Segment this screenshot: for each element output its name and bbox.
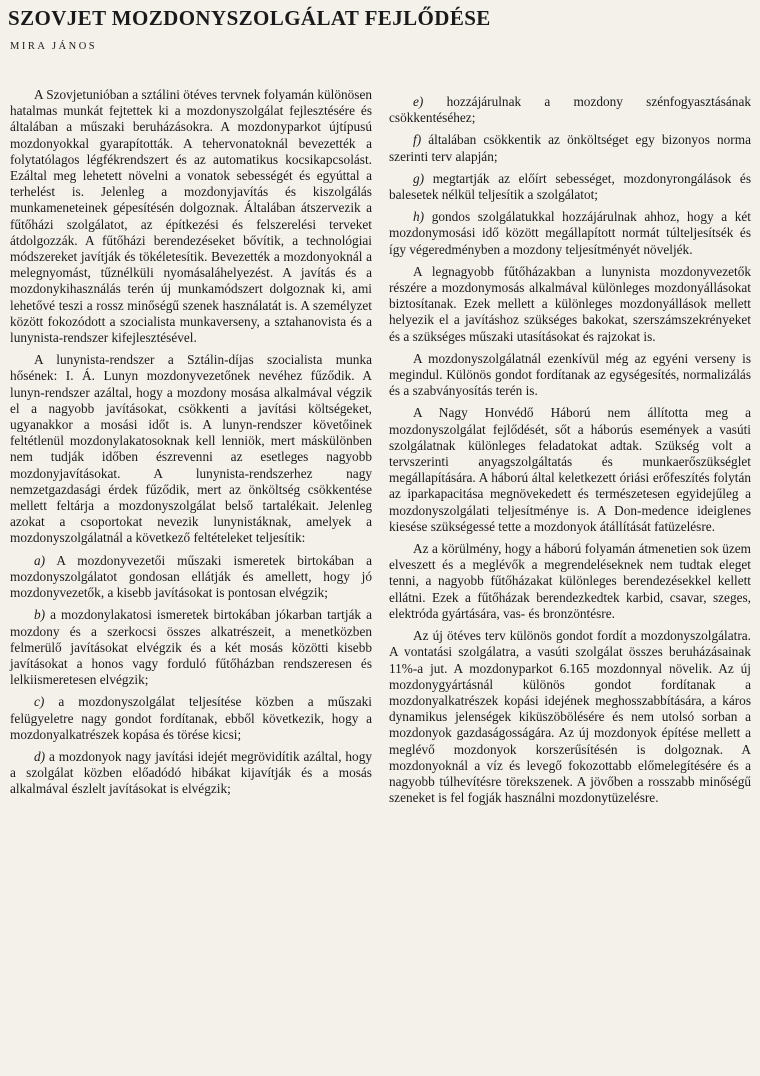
paragraph-text: megtartják az előírt sebességet, mozdonyrongálások és balesetek nélkül teljesítik a szolgálatot;: [389, 170, 751, 203]
paragraph-text: A Szovjetunióban a sztálini ötéves tervnek folyamán különösen hatalmas munkát fejtettek ki a mozdonyszolgálat fejlesztésére és általában a műszaki beruházásokra. A mozdonyparkot újtípusú mozdonyokkal gyarapították. A tehervonatoknál bevezették a folytatólagos légfékrendszert és az automatikus kocsikapcsolást. Ezáltal meg lehetett növelni a vonatok sebességét és egyúttal a terhelést is. Jelenleg a mozdonyjavítás és kiszolgálás munkameneteinek gépesítésén dolgoznak. Általában átszervezik a fűtőházi szolgálatot, az építkezési és felszerelési terveket átdolgozzák. A fűtőházi berendezéseket bővítik, a technológiai módszereket javítják és tökéletesítik. Bevezették a mozdonyoknál a melegnyomást, tűznélküli nyomásaláhelyezést. A javítás és a mozdonykihasználás terén új munkamódszert dolgoznak ki, ami lehetővé teszi a rossz minőségű szenek használatát is. A személyzet között fokozódott a szocialista munkaverseny, a sztahanovista és a lunynista-rendszer kifejlesztésével.: [10, 87, 372, 346]
list-item-marker: a): [34, 552, 46, 568]
list-item-paragraph: [10, 749, 372, 798]
list-item-marker: c): [34, 694, 45, 710]
paragraph-text: a mozdonyszolgálat teljesítése közben a műszaki felügyeletre nagy gondot fordítanak, ebből következik, hogy a mozdonyalkatrészek kopása és törése kicsi;: [10, 694, 372, 742]
paragraph-text: a mozdonyok nagy javítási idejét megrövidítik azáltal, hogy a szolgálat közben előadódó hibákat kijavítják és a mosás alkalmával észlelt javításokat is elvégzik;: [10, 748, 373, 797]
list-item-paragraph: [389, 209, 751, 258]
list-item-marker: d): [34, 748, 46, 764]
body-paragraph: [389, 541, 751, 622]
paragraph-text: Az a körülmény, hogy a háború folyamán átmenetien sok üzem elveszett és a meglévők a megrendeléseknek nem tudtak eleget tenni, a nagyobb fűtőházakat különleges berendezésekkel kellett ellátni. Ezek a fűtőházak berendezkedtek karbid, csavar, szeges, elektróda gyártására, vas- és bronzöntésre.: [389, 541, 751, 621]
list-item-paragraph: [10, 553, 372, 602]
list-item-marker: f): [413, 132, 422, 148]
body-paragraph: [389, 264, 751, 345]
list-item-paragraph: [10, 694, 372, 743]
list-item-marker: g): [413, 170, 425, 186]
paragraph-text: Az új ötéves terv különös gondot fordít a mozdonyszolgálatra. A vontatási szolgálatra, a vasúti szolgálat összes beruházásainak 11%-a jut. A mozdonyparkot 6.165 mozdonnyal növelik. Az új mozdonygyártásnál különös gondot fordítanak a mozdonyalkatrészek kopási idejének meghosszabbítására, a káros dynamikus jelenségek kiküszöbölésére és nem utolsó sorban a mozdonyok gazdaságosságára. Az új mozdonyok építése mellett a meglévő mozdonyok korszerűsítésén is dolgoznak. A mozdonyoknál a víz és levegő fokozottabb előmelegítésére és a nagyobb túlhevítésre törekszenek. A jövőben a rosszabb minőségű szeneket is fel fogják használni mozdonytüzelésre.: [389, 628, 751, 806]
paragraph-text: általában csökkentik az önköltséget egy bizonyos norma szerinti terv alapján;: [389, 132, 751, 164]
list-item-paragraph: [10, 607, 372, 688]
paragraph-text: A Nagy Honvédő Háború nem állította meg a mozdonyszolgálat fejlődését, sőt a háborús események a vasúti szolgálatnak különleges feladatokat adtak. Szükség volt a tervszerinti anyagszolgáltatás és munkaerőszükséglet megállapítására. A háború által keletkezett óriási erőfeszítés folytán az iparkapacitása megnövekedett és természetesen egyidejűleg a mozdonyszolgálati teljesítménye is. A Don-medence ideiglenes kiesése szükségessé tette a mozdonyok átállítását fatüzelésre.: [389, 405, 751, 534]
article-title: SZOVJET MOZDONYSZOLGÁLAT FEJLŐDÉSE: [8, 6, 491, 30]
article-author: MIRA JÁNOS: [10, 41, 98, 52]
body-paragraph: [10, 87, 372, 346]
list-item-paragraph: [389, 171, 751, 203]
left-column: [10, 87, 372, 804]
paragraph-text: a mozdonylakatosi ismeretek birtokában jókarban tartják a mozdony és a szerkocsi összes alkatrészeit, a menetközben felmerülő javításokat elvégzik és a két mosás közötti kisebb javításokat a honos vagy forduló fűtőházban rendszeresen és lelkiismeretesen elvégzik;: [10, 607, 372, 688]
list-item-marker: e): [413, 94, 424, 109]
list-item-marker: b): [34, 607, 46, 623]
paragraph-text: A legnagyobb fűtőházakban a lunynista mozdonyvezetők részére a mozdonymosás alkalmával különleges mozdonyállásokat biztosítanak. Ezek mellett a különleges mozdonyállások mellett helyezik el a javításhoz szükséges bakokat, szerszámszekrényeket és a szükséges műszaki utasításokat és rajzokat is.: [389, 263, 751, 344]
paragraph-text: gondos szolgálatukkal hozzájárulnak ahhoz, hogy a két mozdonymosási idő között megállapított normát túlteljesítsék és így végeredményben a mozdony teljesítményét növeljék.: [389, 209, 752, 257]
list-item-paragraph: [389, 94, 751, 126]
paragraph-text: A mozdonyszolgálatnál ezenkívül még az egyéni verseny is megindul. Különös gondot fordítanak az egységesítés, normalizálás és a szabványosítás terén is.: [389, 350, 751, 399]
list-item-marker: h): [413, 209, 425, 225]
body-paragraph: [10, 352, 372, 546]
list-item-paragraph: [389, 132, 751, 164]
paragraph-text: A mozdonyvezetői műszaki ismeretek birtokában a mozdonyszolgálatot gondosan ellátják és amellett, hogy jó mozdonyvezetők, a kisebb javításokat is pontosan elvégzik;: [10, 552, 372, 601]
body-paragraph: [389, 405, 751, 535]
paragraph-text: A lunynista-rendszer a Sztálin-díjas szocialista munka hősének: I. Á. Lunyn mozdonyvezetőnek nevéhez fűződik. A lunyn-rendszer azáltal, hogy a mozdony mosása alkalmával végzik el a nagyobb javításokat, csökkenti a javítási költségeket, ugyanakkor a mosási időt is. A lunyn-rendszer követőinek feltétlenül mozdonylakatosoknak kell lenniök, mert máskülönben nem tudják időben észrevenni az esetleges nagyobb mozdonyjavításokat. A lunynista-rendszerhez nagy nemzetgazdasági érdek fűződik, mert az önköltség csökkentése mellett feltárja a mozdonyszolgálat belső tartalékait. Jelenleg azokat a csoportokat nevezik lunynistáknak, amelyek a mozdonyszolgálatnál a következő feltételeket teljesítik:: [10, 352, 372, 546]
body-paragraph: [389, 351, 751, 400]
right-column: [389, 87, 751, 812]
paragraph-text: hozzájárulnak a mozdony szénfogyasztásának csökkentéséhez;: [389, 94, 752, 126]
body-paragraph: [389, 628, 751, 806]
